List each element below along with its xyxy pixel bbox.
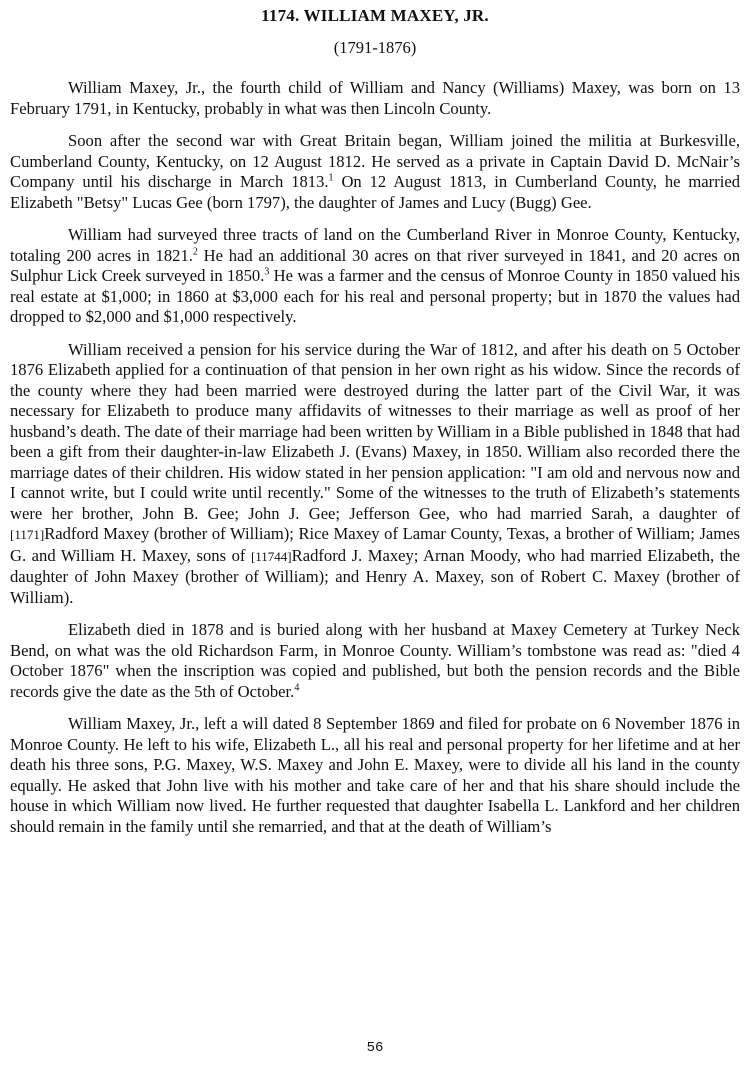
paragraph-text: William received a pension for his service during the War of 1812, and after his death on 5 October 1876 Elizabeth applied for a continuation of that pension in her own right as his widow. Since the records of the county where they had been married were destroyed during the latter part of the Civil War, it was necessary for Elizabeth to produce many affidavits of witnesses to their marriage as well as proof of her husband’s death. The date of their marriage had been written by William in a Bible published in 1848 that had been a gift from their daughter-in-law Elizabeth J. (Evans) Maxey, in 1850. William also recorded there the marriage dates of their children. His widow stated in her pension application: "I am old and nervous now and I cannot write, but I could write until recently." Some of the witnesses to the truth of Elizabeth’s statements were her brother, John B. Gee; John J. Gee; Jefferson Gee, who had married Sarah, a daughter of <box>10 339 740 523</box>
paragraph-text: He had an additional 30 acres on that river surveyed in 1841, and 20 acres on Sulphur Lick Creek surveyed in 1850. <box>10 245 740 285</box>
footnote-marker: 3 <box>264 266 270 278</box>
paragraph <box>10 620 740 702</box>
paragraph <box>10 714 740 837</box>
paragraph <box>10 225 740 328</box>
page-title: 1174. WILLIAM MAXEY, JR. <box>261 6 489 25</box>
paragraph-text: Soon after the second war with Great Britain began, William joined the militia at Burkesville, Cumberland County, Kentucky, on 12 August 1812. He served as a private in Captain David D. McNair’s Company until his discharge in March 1813. <box>10 131 740 191</box>
footnote-marker: 1 <box>328 172 334 184</box>
paragraph-text: William Maxey, Jr., left a will dated 8 September 1869 and filed for probate on 6 November 1876 in Monroe County. He left to his wife, Elizabeth L., all his real and personal property for her lifetime and at her death his three sons, P.G. Maxey, W.S. Maxey and John E. Maxey, were to divide all his land in the county equally. He asked that John live with his mother and take care of her and that his share should include the house in which William now lived. He further requested that daughter Isabella L. Lankford and her children should remain in the family until she remarried, and that at the death of William’s <box>10 714 740 836</box>
paragraph <box>10 131 740 213</box>
paragraph-text: He was a farmer and the census of Monroe County in 1850 valued his real estate at $1,000; in 1860 at $3,000 each for his real and personal property; but in 1870 the values had dropped to $2,000 and $1,000 respectively. <box>10 266 740 326</box>
footnote-marker: 4 <box>294 681 300 693</box>
paragraph-text: Radford J. Maxey; Arnan Moody, who had married Elizabeth, the daughter of John Maxey (brother of William); and Henry A. Maxey, son of Robert C. Maxey (brother of William). <box>10 545 741 607</box>
life-dates: (1791-1876) <box>333 38 417 57</box>
document-page <box>10 0 740 1076</box>
footnote-marker: 2 <box>192 245 198 257</box>
paragraph <box>10 340 740 609</box>
paragraph-text: William Maxey, Jr., the fourth child of William and Nancy (Williams) Maxey, was born on 13 February 1791, in Kentucky, probably in what was then Lincoln County. <box>10 78 740 118</box>
person-reference-number: [1171] <box>10 527 45 542</box>
paragraph <box>10 78 740 119</box>
paragraph-text: Elizabeth died in 1878 and is buried along with her husband at Maxey Cemetery at Turkey Neck Bend, on what was the old Richardson Farm, in Monroe County. William’s tombstone was read as: "died 4 October 1876" when the inscription was copied and published, but both the pension records and the Bible records give the date as the 5th of October. <box>10 620 740 701</box>
page-number: 56 <box>366 1040 384 1056</box>
body-text <box>10 78 740 849</box>
paragraph-text: William had surveyed three tracts of land on the Cumberland River in Monroe County, Kentucky, totaling 200 acres in 1821. <box>10 225 740 265</box>
paragraph-text: On 12 August 1813, in Cumberland County, he married Elizabeth "Betsy" Lucas Gee (born 1797), the daughter of James and Lucy (Bugg) Gee. <box>10 172 740 212</box>
person-reference-number: [11744] <box>250 548 292 564</box>
paragraph-text: Radford Maxey (brother of William); Rice Maxey of Lamar County, Texas, a brother of William; James G. and William H. Maxey, sons of <box>10 524 740 565</box>
